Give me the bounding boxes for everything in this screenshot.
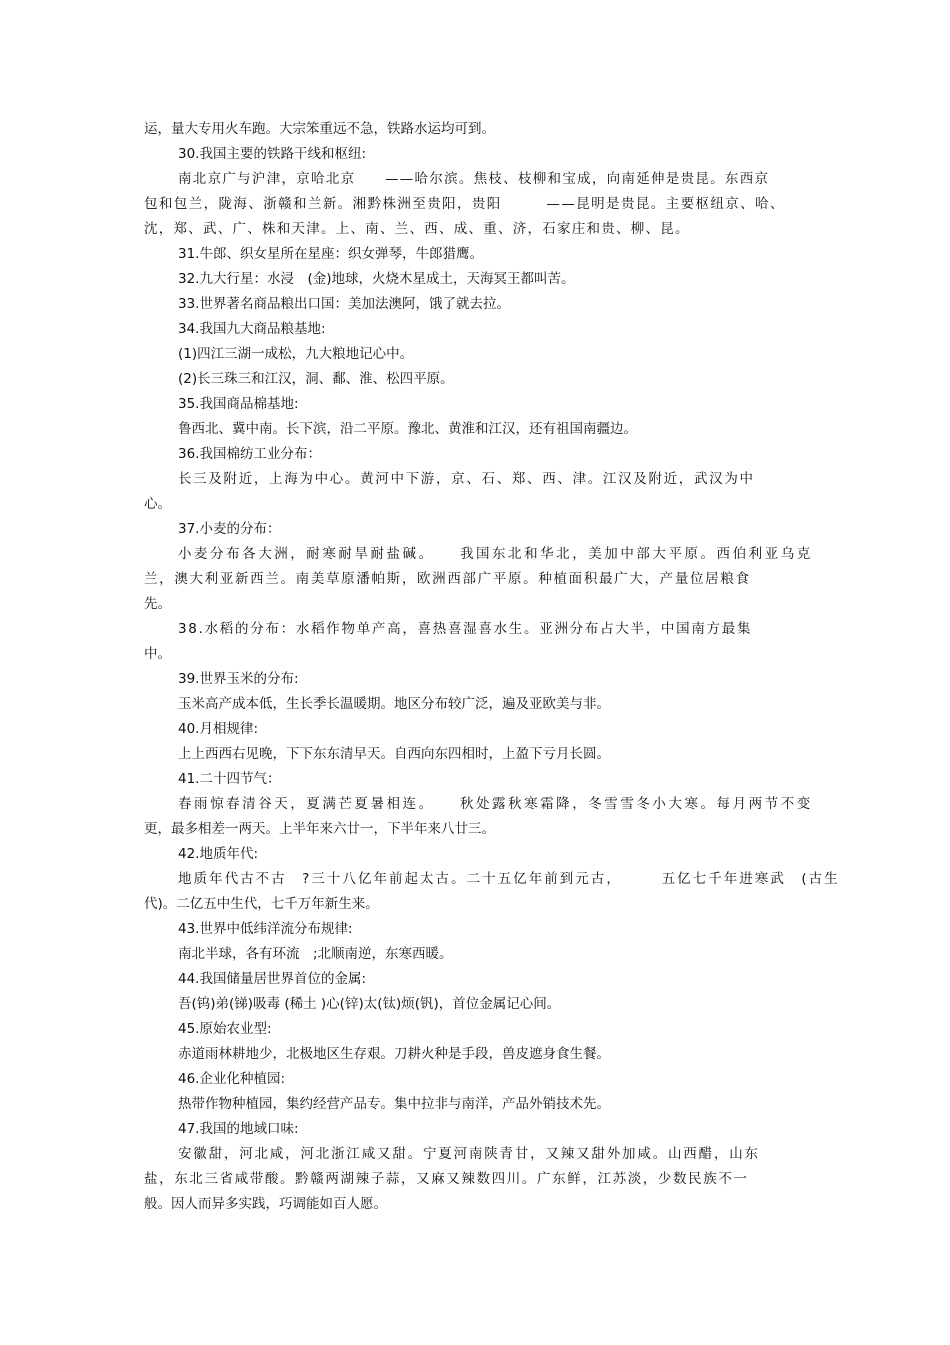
paragraph-line: 盐，东北三省咸带酸。黔赣两湖辣子蒜，又麻又辣数四川。广东鲜，江苏淡，少数民族不一 [144, 1171, 749, 1187]
paragraph-first-line: 40.月相规律: [178, 721, 259, 737]
paragraph-line: 沈，郑、武、广、株和天津。上、南、兰、西、成、重、济，石家庄和贵、柳、昆。 [144, 221, 690, 237]
paragraph-line: 般。因人而异多实践，巧调能如百人愿。 [144, 1196, 387, 1212]
paragraph-first-line: (1)四江三湖一成松，九大粮地记心中。 [178, 346, 414, 362]
paragraph-line: 代)。二亿五中生代，七千万年新生来。 [144, 896, 379, 912]
paragraph-first-line: 37.小麦的分布： [178, 521, 281, 537]
paragraph-first-line: 30.我国主要的铁路干线和枢纽: [178, 146, 367, 162]
paragraph-first-line: 吾(钨)弟(锑)吸毒 (稀土 )心(锌)太(钛)烦(钒)，首位金属记心间。 [178, 996, 561, 1012]
paragraph-first-line: 玉米高产成本低，生长季长温暖期。地区分布较广泛，遍及亚欧美与非。 [178, 696, 610, 712]
paragraph-first-line: 45.原始农业型: [178, 1021, 272, 1037]
paragraph-line: 更，最多相差一两天。上半年来六廿一，下半年来八廿三。 [144, 821, 495, 837]
paragraph-first-line: 35.我国商品棉基地: [178, 396, 299, 412]
paragraph-line: 包和包兰，陇海、浙赣和兰新。湘黔株洲至贵阳，贵阳 ——昆明是贵昆。主要枢纽京、哈、 [144, 196, 785, 212]
paragraph-first-line: 南北半球，各有环流 ;北顺南逆，东寒西暖。 [178, 946, 453, 962]
paragraph-first-line: 上上西西右见晚，下下东东清早天。自西向东四相时，上盈下亏月长圆。 [178, 746, 610, 762]
paragraph-first-line: 34.我国九大商品粮基地: [178, 321, 326, 337]
paragraph-line: 先。 [144, 596, 171, 612]
paragraph-first-line: 安徽甜，河北咸，河北浙江咸又甜。宁夏河南陕青甘，又辣又甜外加咸。山西醋，山东 [178, 1146, 760, 1162]
paragraph-first-line: 小麦分布各大洲，耐寒耐旱耐盐碱。 我国东北和华北，美加中部大平原。西伯利亚乌克 [178, 546, 813, 562]
paragraph-first-line: 鲁西北、冀中南。长下滨，沿二平原。豫北、黄淮和江汉，还有祖国南疆边。 [178, 421, 637, 437]
paragraph-first-line: 南北京广与沪津，京哈北京 ——哈尔滨。焦枝、枝柳和宝成，向南延伸是贵昆。东西京 [178, 171, 770, 187]
paragraph-line: 运，量大专用火车跑。大宗笨重远不急，铁路水运均可到。 [144, 121, 495, 137]
paragraph-first-line: 33.世界著名商品粮出口国：美加法澳阿，饿了就去拉。 [178, 296, 510, 312]
paragraph-first-line: 31.牛郎、织女星所在星座：织女弹琴，牛郎猎鹰。 [178, 246, 483, 262]
paragraph-line: 兰，澳大利亚新西兰。南美草原潘帕斯，欧洲西部广平原。种植面积最广大，产量位居粮食 [144, 571, 751, 587]
paragraph-first-line: 32.九大行星：水浸 (金)地球，火烧木星成土，天海冥王都叫苦。 [178, 271, 575, 287]
paragraph-line: 中。 [144, 646, 171, 662]
paragraph-first-line: 热带作物种植园，集约经营产品专。集中拉非与南洋，产品外销技术先。 [178, 1096, 610, 1112]
paragraph-first-line: 46.企业化种植园: [178, 1071, 286, 1087]
paragraph-first-line: 36.我国棉纺工业分布： [178, 446, 321, 462]
paragraph-first-line: 47.我国的地域口味: [178, 1121, 299, 1137]
paragraph-first-line: 44.我国储量居世界首位的金属: [178, 971, 367, 987]
paragraph-first-line: 39.世界玉米的分布: [178, 671, 299, 687]
paragraph-first-line: 长三及附近，上海为中心。黄河中下游，京、石、郑、西、津。江汉及附近，武汉为中 [178, 471, 755, 487]
paragraph-first-line: 38.水稻的分布：水稻作物单产高，喜热喜湿喜水生。亚洲分布占大半，中国南方最集 [178, 621, 753, 637]
paragraph-first-line: 地质年代古不古 ?三十八亿年前起太古。二十五亿年前到元古， 五亿七千年进寒武 (古生 [178, 871, 840, 887]
paragraph-first-line: 42.地质年代: [178, 846, 259, 862]
paragraph-first-line: 41.二十四节气： [178, 771, 281, 787]
paragraph-first-line: 春雨惊春清谷天，夏满芒夏暑相连。 秋处露秋寒霜降，冬雪雪冬小大寒。每月两节不变 [178, 796, 813, 812]
paragraph-first-line: 赤道雨林耕地少，北极地区生存艰。刀耕火种是手段，兽皮遮身食生餐。 [178, 1046, 610, 1062]
paragraph-line: 心。 [144, 496, 171, 512]
paragraph-first-line: 43.世界中低纬洋流分布规律: [178, 921, 353, 937]
paragraph-first-line: (2)长三珠三和江汉，洞、鄱、淮、松四平原。 [178, 371, 454, 387]
